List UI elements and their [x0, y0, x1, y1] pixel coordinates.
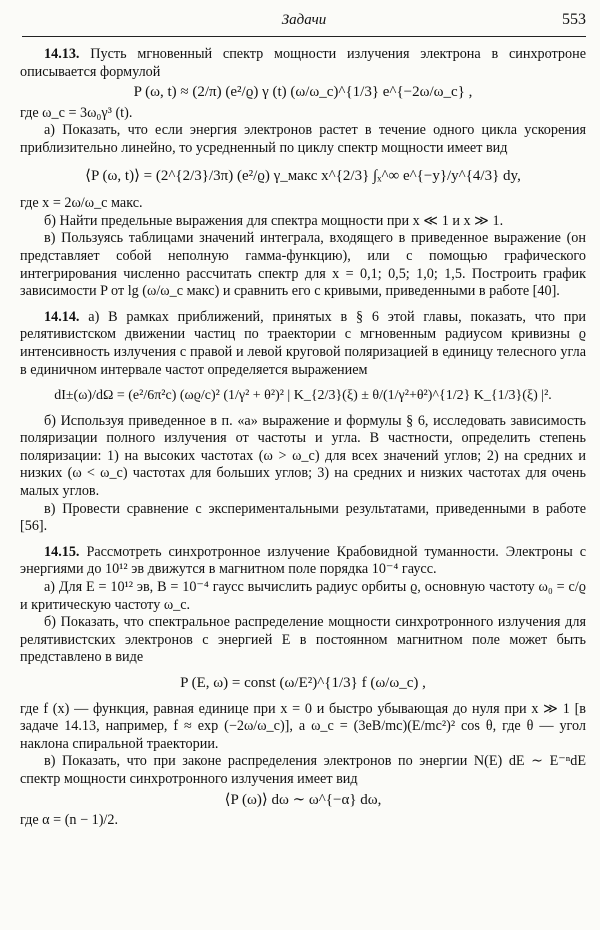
formula-where: где x = 2ω/ω_c макс.	[20, 195, 143, 212]
page-number: 553	[562, 11, 586, 28]
problem-text: Пусть мгновенный спектр мощности излучения электрона в синхротроне описывается формулой	[20, 46, 587, 80]
problem-number: 14.15.	[44, 543, 80, 560]
problem-14-15-part-b: б) Показать, что спектральное распределение мощности синхротронного излучения для релятивистских электронов с энергией E в постоянном магнитном поле может быть представлено в виде	[20, 614, 586, 666]
problem-text: Рассмотреть синхротронное излучение Крабовидной туманности. Электроны с энергиями до 10¹² эв движутся в магнитном поле порядка 10⁻⁴ гаусс.	[20, 543, 587, 578]
problem-14-13-part-c: в) Пользуясь таблицами значений интеграла, входящего в приведенное выражение (он представляет собой неполную гамма-функцию), или с помощью графического интегрирования численно рассчитать спектр для x = 0,1; 0,5; 1,0; 1,5. Построить график зависимости P от lg (ω/ω_c макс) и сравнить его с кривыми, приведенными в работе [40].	[20, 230, 586, 300]
running-header	[22, 10, 586, 37]
problem-number: 14.13.	[44, 46, 80, 62]
formula-power-law: ⟨P (ω)⟩ dω ∼ ω^{−α} dω,	[224, 791, 382, 808]
problem-14-15-part-a: а) Для E = 10¹² эв, B = 10⁻⁴ гаусс вычислить радиус орбиты ϱ, основную частоту ω₀ = c/ϱ и критическую частоту ω_c.	[20, 579, 586, 613]
running-title: Задачи	[281, 12, 327, 28]
problem-14-13-intro	[20, 46, 586, 81]
problem-14-15-part-c: в) Показать, что при законе распределения электронов по энергии N(E) dE ∼ E⁻ⁿdE спектр мощности синхротронного излучения имеет вид	[20, 753, 586, 787]
problem-14-14-part-a	[20, 309, 586, 379]
problem-number: 14.14.	[44, 308, 80, 325]
problem-14-15-part-b-cont: где f (x) — функция, равная единице при x = 0 и быстро убывающая до нуля при x ≫ 1 [в задаче 14.13, например, f ≈ exp (−2ω/ω_c)], а ω_c = (3eB/mc)(E/mc²)² cos θ, где θ — угол наклона спиральной траектории.	[20, 700, 586, 752]
formula-where: где α = (n − 1)/2.	[20, 812, 119, 829]
problem-14-13-part-a: а) Показать, что если энергия электронов растет в течение одного цикла ускорения приблизительно линейно, то усредненный по циклу спектр мощности имеет вид	[20, 122, 586, 156]
problem-14-14-part-b: б) Используя приведенное в п. «а» выражение и формулы § 6, исследовать зависимость поляризации полного излучения от частоты и угла. В частности, определить степень поляризации: 1) на высоких частотах (ω > ω_c) для всех значений углов; 2) на средних и низких (ω < ω_c) частотах для больших углов; 3) на средних и низких частотах для очень малых углов.	[20, 412, 586, 500]
formula-averaged-spectrum: ⟨P (ω, t)⟩ = (2^{2/3}/3π) (e²/ϱ) γ_макс x^{2/3} ∫ₓ^∞ e^{−y}/y^{4/3} dy,	[85, 167, 521, 184]
formula-spectrum: P (ω, t) ≈ (2/π) (e²/ϱ) γ (t) (ω/ω_c)^{1/3} e^{−2ω/ω_c} ,	[133, 84, 473, 101]
problem-14-15-intro	[20, 544, 586, 579]
formula-polarized-intensity: dI±(ω)/dΩ = (e²/6π²c) (ωϱ/c)² (1/γ² + θ²)² | K_{2/3}(ξ) ± θ/(1/γ²+θ²)^{1/2} K_{1/3}(ξ) |².	[54, 388, 552, 404]
problem-14-13-part-b: б) Найти предельные выражения для спектра мощности при x ≪ 1 и x ≫ 1.	[44, 212, 504, 229]
page-body	[20, 46, 586, 830]
formula-crab-spectrum: P (E, ω) = const (ω/E²)^{1/3} f (ω/ω_c) ,	[180, 675, 426, 691]
problem-text: а) В рамках приближений, принятых в § 6 этой главы, показать, что при релятивистском движении частиц по траектории с мгновенным радиусом кривизны ϱ интенсивность излучения с правой и левой круговой поляризацией в единицу телесного угла в единичном интервале частот определяется выражением	[20, 308, 587, 378]
problem-14-14-part-c: в) Провести сравнение с экспериментальными результатами, приведенными в работе [56].	[20, 500, 586, 535]
formula-where: где ω_c = 3ω₀γ³ (t).	[20, 104, 133, 121]
